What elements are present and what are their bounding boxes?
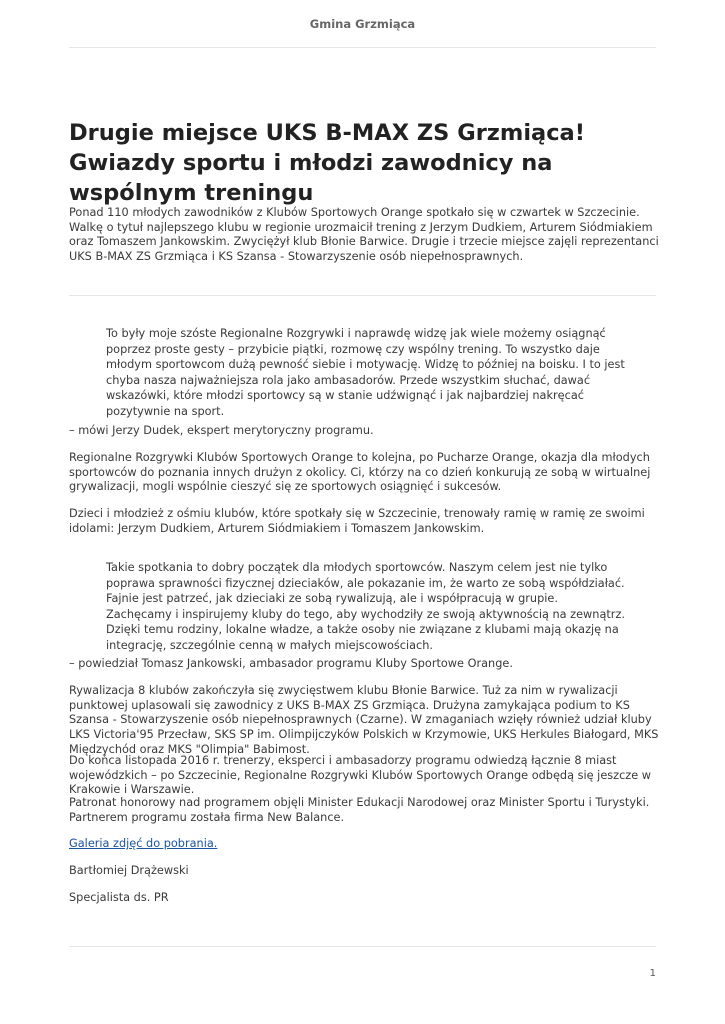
paragraph-harmonogram: Do końca listopada 2016 r. trenerzy, eksperci i ambasadorzy programu odwiedzą łącznie 8 miast wojewódzkich – po Szczecinie, Regionalne Rozgrywki Klubów Sportowych Orange odbędą się jeszcze w Krakowie i Warszawie. [69,754,652,797]
paragraph-rywalizacja: Rywalizacja 8 klubów zakończyła się zwycięstwem klubu Błonie Barwice. Tuż za nim w rywalizacji punktowej uplasowali się zawodnicy z UKS B-MAX ZS Grzmiąca. Drużyna zamykająca podium to KS Szansa - Stowarzyszenie osób niepełnosprawnych (Czarne). W zmaganiach wzięły również udział kluby LKS Victoria'95 Przecław, SKS SP im. Olimpijczyków Polskich w Krzymowie, UKS Herkules Białogard, MKS Międzychód oraz MKS "Olimpia" Babimost. [69,684,659,756]
gallery-paragraph [69,837,659,852]
quote-jerzy-dudek: To były moje szóste Regionalne Rozgrywki i naprawdę widzę jak wiele możemy osiągnąć poprzez proste gesty – przybicie piątki, rozmowę czy wspólny trening. To wszystko daje młodym sportowcom dużą pewność siebie i motywację. Widzę to później na boisku. I to jest chyba nasza najważniejsza rola jako ambasadorów. Przede wszystkim słuchać, dawać wskazówki, które młodzi sportowcy są w stanie udźwignąć i jak najbardziej nakręcać pozytywnie na sport. [106,327,625,418]
article-lead: Ponad 110 młodych zawodników z Klubów Sportowych Orange spotkało się w czwartek w Szczecinie. Walkę o tytuł najlepszego klubu w regionie urozmaicił trening z Jerzym Dudkiem, Arturem Siódmiakiem oraz Tomaszem Jankowskim. Zwyciężył klub Błonie Barwice. Drugie i trzecie miejsce zajęli reprezentanci UKS B-MAX ZS Grzmiąca i KS Szansa - Stowarzyszenie osób niepełnosprawnych. [69,206,659,264]
author-name: Bartłomiej Drążewski [69,864,189,877]
lead-divider [69,295,656,296]
paragraph-patronat: Patronat honorowy nad programem objęli Minister Edukacji Narodowej oraz Minister Sportu i Turystyki. Partnerem programu została firma New Balance. [69,796,650,824]
quote-attribution-dudek: – mówi Jerzy Dudek, ekspert merytoryczny programu. [69,424,374,437]
gallery-download-link[interactable]: Galeria zdjęć do pobrania. [69,837,218,850]
footer-divider [69,946,656,947]
header-divider [69,47,656,48]
quote-tomasz-jankowski: Takie spotkania to dobry początek dla młodych sportowców. Naszym celem jest nie tylko poprawa sprawności fizycznej dzieciaków, ale pokazanie im, że warto ze sobą współdziałać. Fajnie jest patrzeć, jak dzieciaki ze sobą rywalizują, ale i współpracują w grupie. Zachęcamy i inspirujemy kluby do tego, aby wychodziły ze swoją aktywnością na zewnątrz. Dzięki temu rodziny, lokalne władze, a także osoby nie związane z klubami mają okazję na integrację, szczególnie cenną w małych miejscowościach. [106,561,625,652]
page-number: 1 [649,968,656,979]
article-title: Drugie miejsce UKS B-MAX ZS Grzmiąca! Gwiazdy sportu i młodzi zawodnicy na wspólnym treningu [69,120,586,206]
paragraph-rozgrywki: Regionalne Rozgrywki Klubów Sportowych Orange to kolejna, po Pucharze Orange, okazja dla młodych sportowców do poznania innych drużyn z okolicy. Ci, którzy na co dzień konkurują ze sobą w wirtualnej grywalizacji, mogli wspólnie cieszyć się ze sportowych osiągnięć i sukcesów. [69,451,651,494]
quote-attribution-jankowski: – powiedział Tomasz Jankowski, ambasador programu Kluby Sportowe Orange. [69,657,513,670]
paragraph-treningi: Dzieci i młodzież z ośmiu klubów, które spotkały się w Szczecinie, trenowały ramię w ramię ze swoimi idolami: Jerzym Dudkiem, Arturem Siódmiakiem i Tomaszem Jankowskim. [69,507,645,535]
site-name: Gmina Grzmiąca [309,17,416,31]
author-role: Specjalista ds. PR [69,891,169,904]
